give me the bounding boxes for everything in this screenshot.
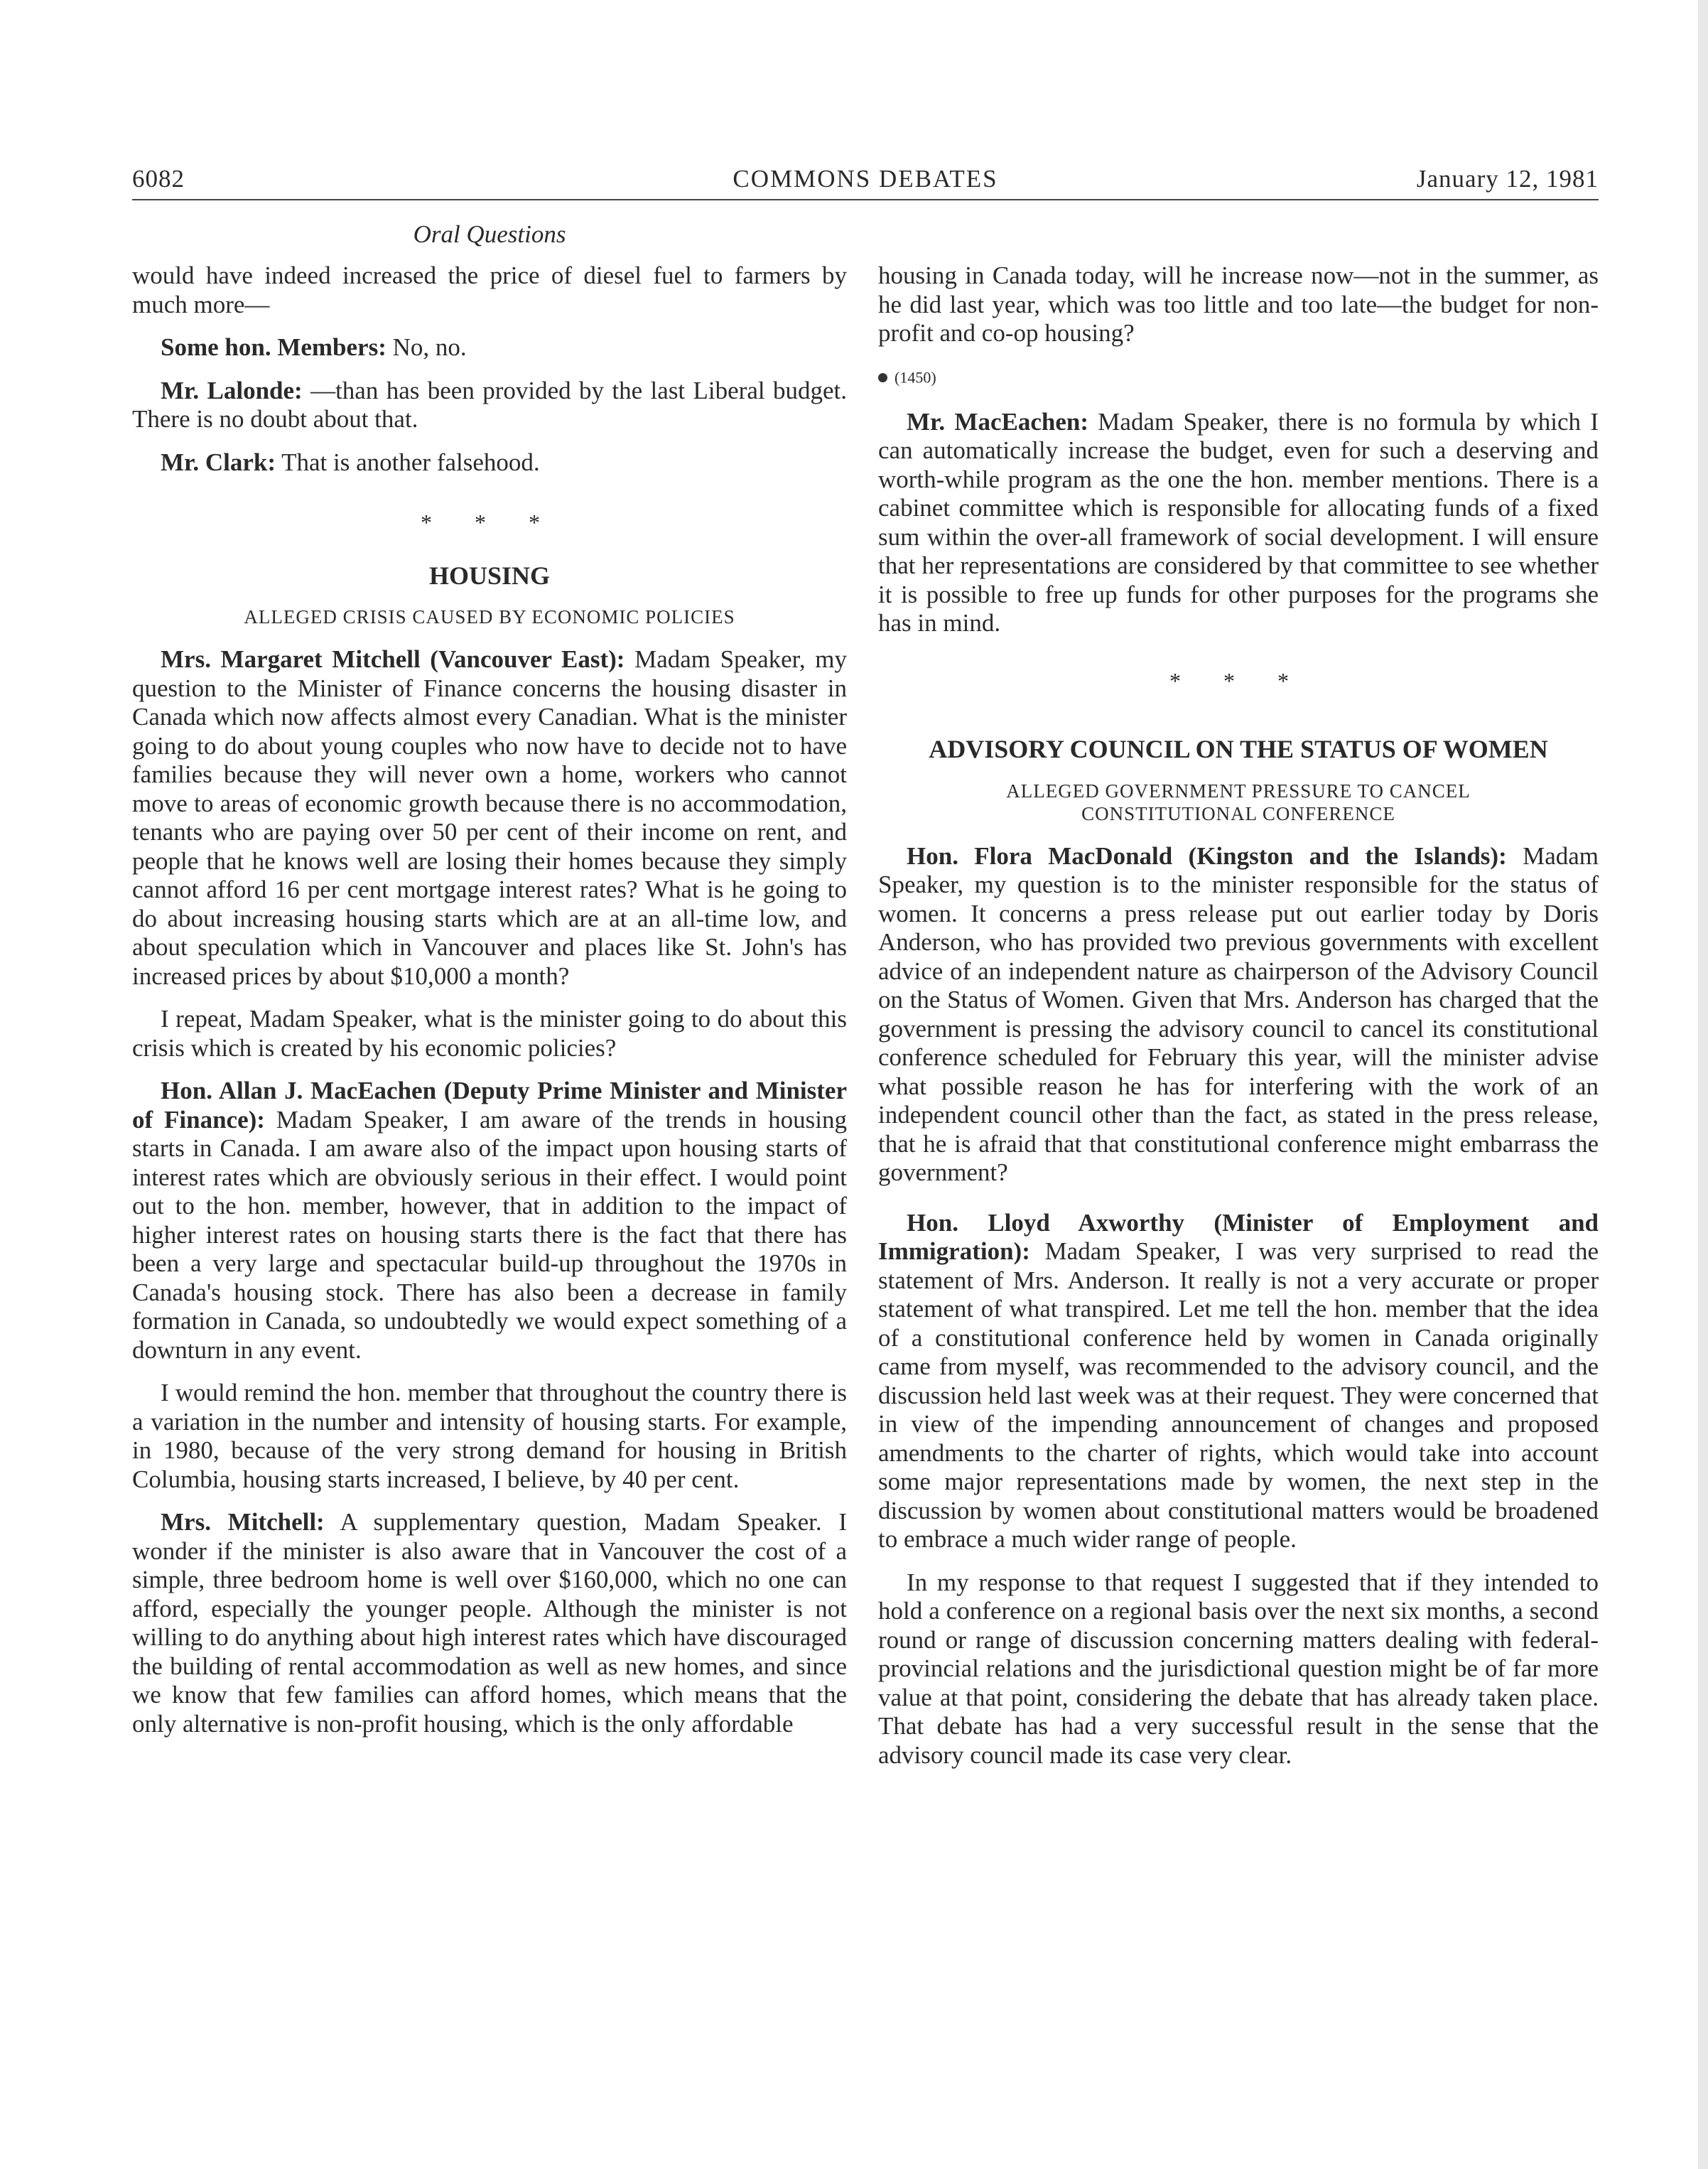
left-paragraph-1: would have indeed increased the price of diesel fuel to farmers by much more— <box>132 262 847 318</box>
speech-text: No, no. <box>386 333 467 361</box>
speaker-name: Mr. MacEachen: <box>907 407 1088 436</box>
right-column <box>878 262 1599 1784</box>
section-label: Oral Questions <box>413 220 566 248</box>
left-paragraph-2 <box>132 333 847 362</box>
page-number: 6082 <box>132 165 185 193</box>
section-heading: ADVISORY COUNCIL ON THE STATUS OF WOMEN <box>929 735 1548 764</box>
left-paragraph-7 <box>132 1077 847 1365</box>
speech-text: Madam Speaker, there is no formula by which I can automatically increase the budget, even for such a deserving and worth-while program as the one the hon. member mentions. There is a cabinet committee which is responsible for allocating funds of a fixed sum within the over-all framework of social development. I will ensure that her representations are considered by that committee to see whether it is possible to free up funds for other purposes for the programs she has in mind. <box>878 407 1599 637</box>
right-paragraph-4 <box>878 1209 1599 1554</box>
speech-text: —than has been provided by the last Liberal budget. There is no doubt about that. <box>132 376 847 433</box>
left-paragraph-5 <box>132 645 847 991</box>
speaker-name: Mr. Clark: <box>161 448 276 476</box>
subheading-line-2: CONSTITUTIONAL CONFERENCE <box>1081 802 1395 824</box>
left-paragraph-3 <box>132 377 847 434</box>
left-paragraph-8: I would remind the hon. member that throughout the country there is a variation in the number and intensity of housing starts. For example, in 1980, because of the very strong demand for housing in British Columbia, housing starts increased, I believe, by 40 per cent. <box>132 1379 847 1493</box>
subheading-line-1: ALLEGED GOVERNMENT PRESSURE TO CANCEL <box>1006 780 1471 802</box>
speech-text: A supplementary question, Madam Speaker. I wonder if the minister is also aware that in Vancouver the cost of a simple, three bedroom home is well over $160,000, which no one can afford, especially the younger people. Although the minister is not willing to do anything about high interest rates which have discouraged the building of rental accommodation as well as new homes, and since we know that few families can afford homes, which means that the only alternative is non-profit housing, which is the only affordable <box>132 1508 847 1738</box>
section-subheading: ALLEGED CRISIS CAUSED BY ECONOMIC POLICIES <box>244 606 735 628</box>
right-paragraph-3 <box>878 842 1599 1188</box>
right-paragraph-1: housing in Canada today, will he increase now—not in the summer, as he did last year, which was too little and too late—the budget for non-profit and co-op housing? <box>878 262 1599 347</box>
speaker-name: Hon. Flora MacDonald (Kingston and the Islands): <box>907 841 1507 870</box>
section-separator: * * * <box>421 510 558 535</box>
page-edge <box>1698 0 1708 2169</box>
right-paragraph-2 <box>878 408 1599 638</box>
speaker-name: Mrs. Mitchell: <box>161 1508 325 1536</box>
left-paragraph-9 <box>132 1508 847 1738</box>
left-column <box>132 262 847 1753</box>
bullet-icon <box>878 373 887 382</box>
publication-date: January 12, 1981 <box>1416 165 1599 193</box>
timestamp-text: (1450) <box>894 368 936 387</box>
speech-text: Madam Speaker, my question is to the minister responsible for the status of women. It concerns a press release put out earlier today by Doris Anderson, who has provided two previous governments with excellent advice of an independent nature as chairperson of the Advisory Council on the Status of Women. Given that Mrs. Anderson has charged that the government is pressing the advisory council to cancel its constitutional conference scheduled for February this year, will the minister advise what possible reason he has for interfering with the work of an independent council other than the fact, as stated in the press release, that he is afraid that that constitutional conference might embarrass the government? <box>878 841 1599 1187</box>
section-heading: HOUSING <box>428 561 551 590</box>
left-paragraph-4 <box>132 448 847 478</box>
page-header <box>132 165 1599 200</box>
speech-text: Madam Speaker, my question to the Minister of Finance concerns the housing disaster in Canada which now affects almost every Canadian. What is the minister going to do about young couples who now have to decide not to have families because they will never own a home, workers who cannot move to areas of economic growth because there is no accommodation, tenants who are paying over 50 per cent of their income on rent, and people that he knows well are losing their homes because they simply cannot afford 16 per cent mortgage interest rates? What is he going to do about increasing housing starts which are at an all-time low, and about speculation which in Vancouver and places like St. John's has increased prices by about $10,000 a month? <box>132 645 847 990</box>
speaker-name: Hon. Lloyd Axworthy (Minister of Employment and Immigration): <box>878 1208 1599 1266</box>
right-paragraph-5: In my response to that request I suggested that if they intended to hold a conference on a regional basis over the next six months, a second round or range of discussion concerning matters dealing with federal-provincial relations and the jurisdictional question might be of far more value at that point, considering the debate that has already taken place. That debate has had a very successful result in the sense that the advisory council made its case very clear. <box>878 1568 1599 1769</box>
speaker-name: Mr. Lalonde: <box>161 376 303 404</box>
publication-title: COMMONS DEBATES <box>733 165 998 193</box>
section-subheading <box>878 780 1599 825</box>
speech-text: Madam Speaker, I was very surprised to read the statement of Mrs. Anderson. It really is not a very accurate or proper statement of what transpired. Let me tell the hon. member that the idea of a constitutional conference held by women in Canada originally came from myself, was recommended to the advisory council, and the discussion held last week was at their request. They were concerned that in view of the impending announcement of changes and proposed amendments to the charter of rights, which would take into account some major representations made by women, the next step in the discussion by women about constitutional matters would be broadened to embrace a much wider range of people. <box>878 1237 1599 1554</box>
left-paragraph-6: I repeat, Madam Speaker, what is the minister going to do about this crisis which is created by his economic policies? <box>132 1005 847 1062</box>
timestamp-marker <box>878 362 1599 392</box>
speaker-name: Hon. Allan J. MacEachen (Deputy Prime Minister and Minister of Finance): <box>132 1077 847 1134</box>
speaker-name: Mrs. Margaret Mitchell (Vancouver East): <box>161 645 625 673</box>
speech-text: That is another falsehood. <box>276 448 540 476</box>
speaker-name: Some hon. Members: <box>161 333 387 361</box>
speech-text: Madam Speaker, I am aware of the trends in housing starts in Canada. I am aware also of the impact upon housing starts of interest rates which are obviously serious in their effect. I would point out to the hon. member, however, that in addition to the impact of higher interest rates on housing starts there is the fact that there has been a very large and spectacular build-up throughout the 1970s in Canada's housing stock. There has also been a decrease in family formation in Canada, so undoubtedly we would expect something of a downturn in any event. <box>132 1105 847 1364</box>
section-separator: * * * <box>1169 667 1307 694</box>
